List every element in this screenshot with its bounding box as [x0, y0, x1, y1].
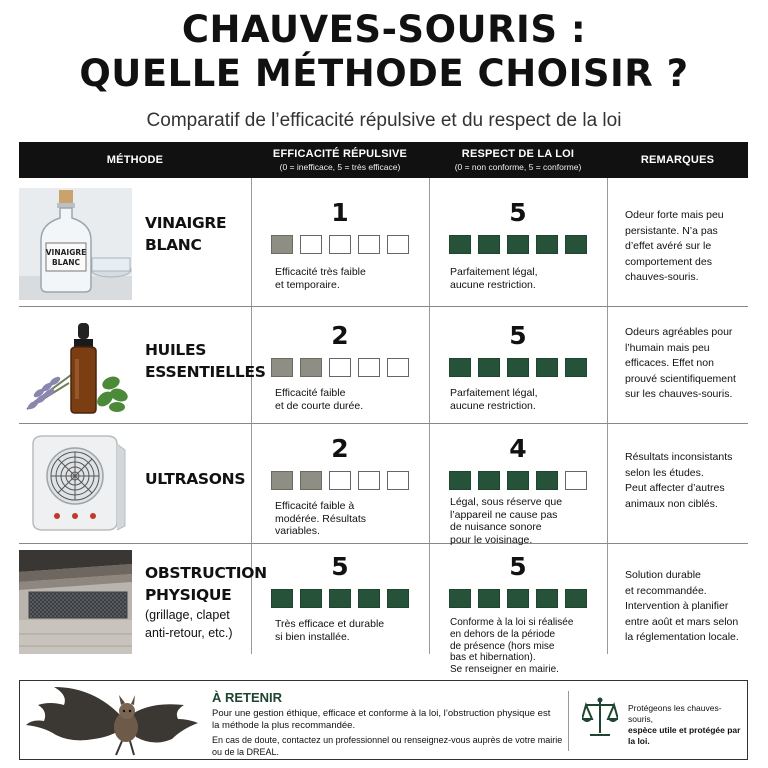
page-subtitle: Comparatif de l’efficacité répulsive et du respect de la loi: [146, 110, 622, 131]
rating-square-filled: [536, 358, 558, 377]
legal-score: 5: [509, 552, 527, 581]
scale-of-justice-icon: [582, 695, 618, 739]
efficacy-rating: [271, 471, 409, 490]
rating-square-filled: [300, 358, 322, 377]
method-name: OBSTRUCTION PHYSIQUE: [145, 564, 267, 604]
rating-square-filled: [478, 589, 500, 608]
rating-square-filled: [449, 358, 471, 377]
rating-square-filled: [300, 471, 322, 490]
bat-image: [24, 683, 202, 759]
ultrasonic-device-image: [19, 430, 132, 542]
rating-square-filled: [449, 235, 471, 254]
rating-square-filled: [507, 589, 529, 608]
rating-square-filled: [358, 589, 380, 608]
efficacy-score: 5: [331, 552, 349, 581]
header-legal: RESPECT DE LA LOI (0 = non conforme, 5 = conforme): [454, 148, 582, 172]
efficacy-description: Très efficace et durable si bien installée.: [275, 618, 385, 643]
table-row: [19, 424, 748, 544]
rating-square-filled: [536, 471, 558, 490]
legal-description: Légal, sous réserve que l’appareil ne cause pas de nuisance sonore pour le voisinage.: [450, 496, 563, 546]
key-takeaway-box: [19, 680, 748, 760]
header-efficacy: EFFICACITÉ RÉPULSIVE (0 = inefficace, 5 = très efficace): [272, 148, 408, 172]
rating-square-empty: [387, 358, 409, 377]
legal-rating: [449, 589, 587, 608]
comparison-table: [19, 142, 748, 676]
page-title: [0, 8, 768, 96]
efficacy-rating: [271, 235, 409, 254]
rating-square-filled: [565, 235, 587, 254]
efficacy-rating: [271, 358, 409, 377]
legal-score: 4: [509, 434, 527, 463]
rating-square-filled: [536, 235, 558, 254]
efficacy-score: 1: [331, 198, 349, 227]
rating-square-filled: [478, 471, 500, 490]
takeaway-text: Pour une gestion éthique, efficace et conforme à la loi, l’obstruction physique est la méthode la plus recommandée.: [212, 708, 551, 731]
rating-square-filled: [271, 358, 293, 377]
rating-square-filled: [507, 471, 529, 490]
rating-square-filled: [271, 235, 293, 254]
efficacy-description: Efficacité faible et de courte durée.: [275, 387, 364, 412]
legal-description: Conforme à la loi si réalisée en dehors de la période de présence (hors mise bas et hibernation). Se renseigner en mairie.: [450, 617, 574, 676]
rating-square-empty: [358, 235, 380, 254]
remark-text: Odeurs agréables pour l’humain mais peu efficaces. Effet non prouvé scientifiquement sur les chauves-souris.: [625, 326, 736, 400]
rating-square-filled: [507, 358, 529, 377]
legal-rating: [449, 235, 587, 254]
legal-rating: [449, 358, 587, 377]
roof-grille-image: [19, 550, 132, 654]
footer-divider: [568, 691, 569, 751]
rating-square-empty: [358, 471, 380, 490]
rating-square-filled: [271, 589, 293, 608]
legal-rating: [449, 471, 587, 490]
rating-square-empty: [387, 235, 409, 254]
header-method: MÉTHODE: [106, 154, 164, 166]
rating-square-filled: [300, 589, 322, 608]
table-row: [19, 544, 748, 676]
remark-text: Odeur forte mais peu persistante. N’a pas d’effet avéré sur le comportement des chauves-souris.: [625, 209, 724, 283]
legal-score: 5: [509, 321, 527, 350]
rating-square-empty: [329, 471, 351, 490]
rating-square-filled: [449, 589, 471, 608]
header-remarks: REMARQUES: [640, 154, 715, 166]
rating-square-empty: [329, 358, 351, 377]
rating-square-filled: [449, 471, 471, 490]
takeaway-contact-text: En cas de doute, contactez un professionnel ou renseignez-vous auprès de votre mairie ou de la DREAL.: [212, 735, 563, 757]
bottle-label-line-1: VINAIGRE: [45, 248, 87, 257]
takeaway-title: À RETENIR: [212, 690, 283, 705]
legal-score: 5: [509, 198, 527, 227]
rating-square-filled: [478, 235, 500, 254]
rating-square-filled: [565, 589, 587, 608]
rating-square-filled: [271, 471, 293, 490]
method-name: HUILES ESSENTIELLES: [145, 341, 266, 381]
rating-square-filled: [387, 589, 409, 608]
table-header: [19, 142, 748, 178]
rating-square-filled: [329, 589, 351, 608]
protection-message: Protégeons les chauves-souris, espèce utile et protégée par la loi.: [628, 703, 741, 746]
title-line-2: QUELLE MÉTHODE CHOISIR ?: [79, 52, 689, 95]
rating-square-empty: [387, 471, 409, 490]
rating-square-empty: [565, 471, 587, 490]
vinegar-bottle-image: [19, 188, 132, 300]
bottle-label-line-2: BLANC: [51, 258, 81, 267]
efficacy-description: Efficacité faible à modérée. Résultats variables.: [275, 500, 367, 537]
rating-square-filled: [507, 235, 529, 254]
remark-text: Résultats inconsistants selon les études. Peut affecter d’autres animaux non ciblés.: [625, 451, 733, 510]
rating-square-empty: [329, 235, 351, 254]
remark-text: Solution durable et recommandée. Intervention à planifier entre août et mars selon la réglementation locale.: [625, 569, 739, 643]
title-line-1: CHAUVES-SOURIS :: [181, 8, 587, 51]
efficacy-rating: [271, 589, 409, 608]
method-name: ULTRASONS: [145, 470, 246, 488]
rating-square-empty: [358, 358, 380, 377]
essential-oil-image: [19, 311, 132, 423]
method-note: (grillage, clapet anti-retour, etc.): [145, 608, 233, 640]
legal-description: Parfaitement légal, aucune restriction.: [450, 266, 538, 291]
rating-square-empty: [300, 235, 322, 254]
table-row: [19, 178, 748, 307]
rating-square-filled: [565, 358, 587, 377]
efficacy-score: 2: [331, 321, 349, 350]
rating-square-filled: [536, 589, 558, 608]
table-row: [19, 307, 748, 424]
rating-square-filled: [478, 358, 500, 377]
efficacy-description: Efficacité très faible et temporaire.: [275, 266, 366, 291]
efficacy-score: 2: [331, 434, 349, 463]
legal-description: Parfaitement légal, aucune restriction.: [450, 387, 538, 412]
method-name: VINAIGRE BLANC: [145, 214, 227, 254]
